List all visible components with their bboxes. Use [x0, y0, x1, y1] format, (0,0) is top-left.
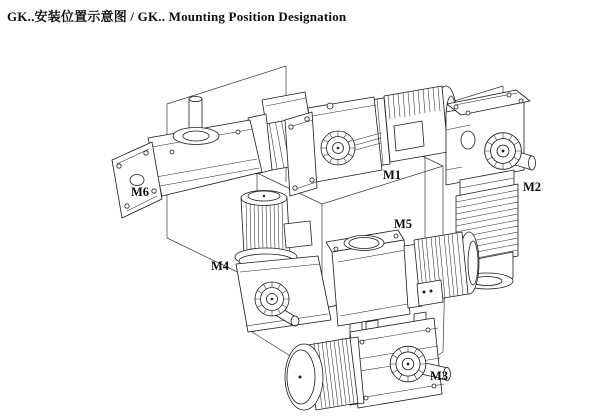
label-m2: M2	[523, 180, 542, 194]
gear-motor-m1-illustration	[285, 86, 457, 196]
label-m3: M3	[430, 369, 449, 383]
label-m4: M4	[211, 259, 230, 273]
label-m6: M6	[131, 185, 150, 199]
label-m5: M5	[394, 217, 413, 231]
label-m1: M1	[383, 168, 402, 182]
page-title: GK..安装位置示意图 / GK.. Mounting Position Designation	[7, 9, 347, 24]
gear-motor-m4-illustration	[235, 191, 331, 333]
gear-motor-m3-illustration	[285, 312, 451, 410]
